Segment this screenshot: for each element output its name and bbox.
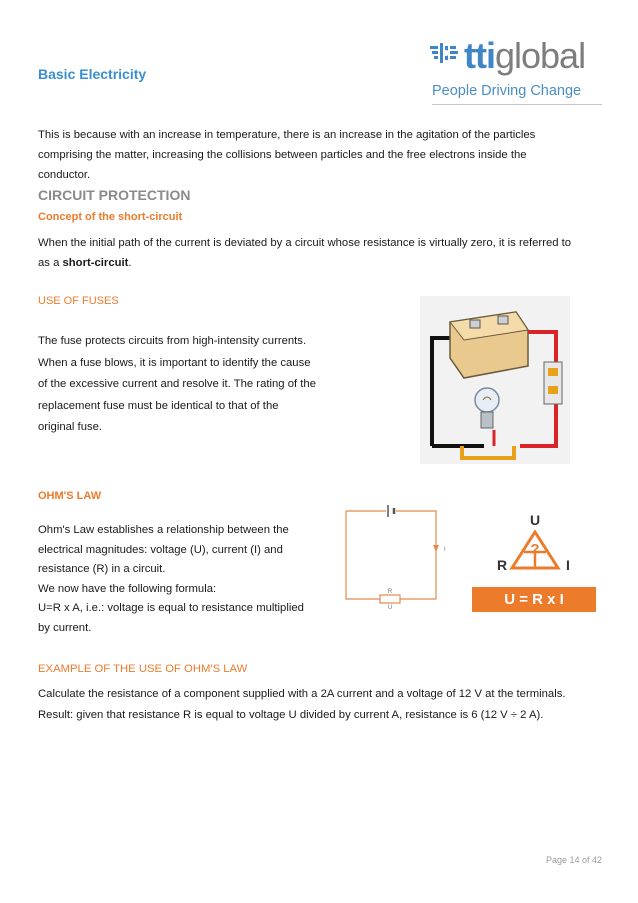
subheading-short-circuit: Concept of the short-circuit — [38, 211, 183, 223]
page-number: Page 14 of 42 — [545, 855, 602, 865]
ohms-law-circuit-diagram — [344, 505, 454, 610]
triangle-question-mark: ? — [530, 541, 540, 558]
ohms-law-paragraph — [38, 521, 338, 638]
triangle-label-i: I — [566, 557, 570, 573]
paragraph-line: Calculate the resistance of a component supplied with a 2A current and a voltage of 12 V at the terminals. — [38, 688, 566, 700]
paragraph-line: Ohm's Law establishes a relationship between the — [38, 524, 289, 536]
circuit-label-r: R — [387, 589, 393, 595]
bold-term: short-circuit — [62, 257, 129, 269]
paragraph-line: When a fuse blows, it is important to identify the cause — [38, 356, 311, 369]
current-arrow-icon — [433, 545, 439, 552]
section-heading-example: EXAMPLE OF THE USE OF OHM'S LAW — [38, 663, 248, 675]
fuses-paragraph — [38, 331, 338, 439]
paragraph-line: electrical magnitudes: voltage (U), current (I) and — [38, 543, 283, 556]
intro-paragraph — [38, 125, 608, 185]
paragraph-line: original fuse. — [38, 421, 103, 433]
fuse-circuit-illustration — [420, 296, 570, 464]
paragraph-line: replacement fuse must be identical to that of the — [38, 399, 279, 412]
paragraph-line: U=R x A, i.e.: voltage is equal to resistance multiplied — [38, 602, 304, 614]
intro-line: conductor. — [38, 169, 91, 181]
circuit-label-i: I — [444, 547, 446, 553]
paragraph-line: by current. — [38, 621, 92, 634]
ohms-law-formula-box: U = R x I — [472, 587, 596, 612]
paragraph-line: Result: given that resistance R is equal to voltage U divided by current A, resistance is 6 (12 V ÷ 2 A). — [38, 709, 544, 721]
logo-wordmark — [464, 35, 585, 77]
short-circuit-paragraph — [38, 233, 613, 273]
paragraph-line: We now have the following formula: — [38, 582, 217, 595]
section-heading-ohms-law: OHM'S LAW — [38, 490, 102, 502]
logo-tagline: People Driving Change — [432, 83, 582, 99]
logo-tti: tti — [464, 35, 495, 76]
section-heading-circuit-protection: CIRCUIT PROTECTION — [38, 187, 191, 203]
triangle-label-r: R — [496, 557, 508, 573]
intro-line: comprising the matter, increasing the collisions between particles and the free electrons inside the — [38, 149, 527, 161]
document-title: Basic Electricity — [38, 66, 147, 82]
ohms-law-triangle — [488, 510, 588, 580]
section-heading-fuses: USE OF FUSES — [38, 295, 119, 307]
paragraph-line: When the initial path of the current is deviated by a circuit whose resistance is virtually zero, it is referred to — [38, 237, 572, 249]
paragraph-line: resistance (R) in a circuit. — [38, 563, 166, 575]
logo-global: global — [494, 35, 586, 76]
header-rule — [432, 104, 602, 105]
paragraph-line — [38, 253, 613, 273]
circuit-label-u: U — [387, 605, 393, 610]
triangle-label-u: U — [529, 512, 541, 528]
paragraph-line: of the excessive current and resolve it. The rating of the — [38, 378, 316, 390]
text-fragment: . — [128, 257, 132, 269]
paragraph-line: The fuse protects circuits from high-intensity currents. — [38, 335, 307, 347]
resistor-symbol — [380, 595, 400, 603]
intro-line: This is because with an increase in temperature, there is an increase in the agitation of the particles — [38, 129, 536, 141]
text-fragment: as a — [38, 257, 63, 269]
example-paragraph — [38, 684, 618, 726]
